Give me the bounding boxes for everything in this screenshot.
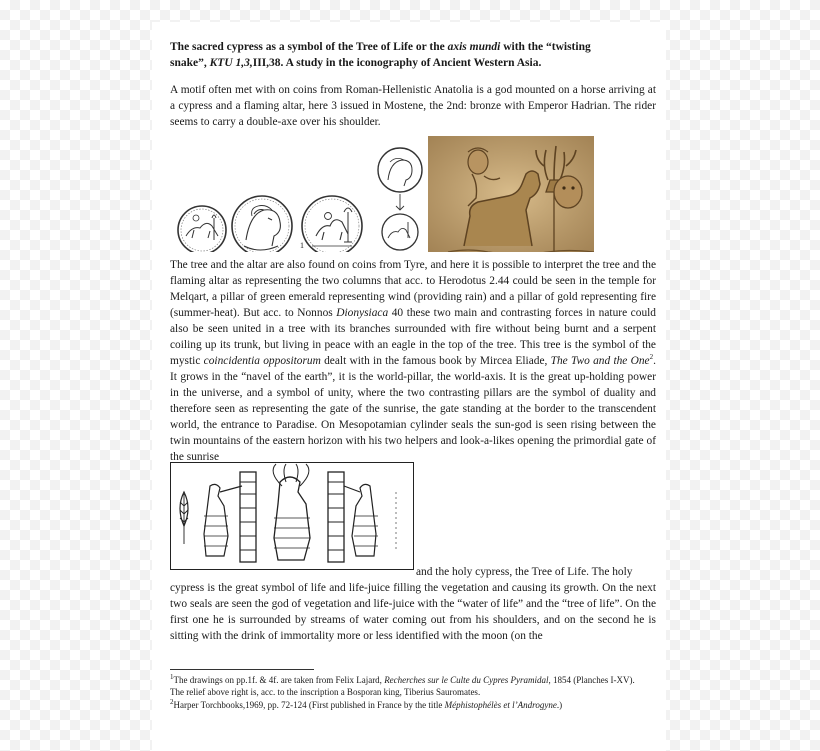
para2-text-b: 40 these two main and contrasting forces in nature could also be seen united in a tree with its branches surrounded with fire without being burnt and a serpent coiling up its trunk, but living in peace with an eagle in the top of the tree. This tree is the symbol of the mystic: [170, 307, 656, 367]
footnote-1-text-a: The drawings on pp.1f. & 4f. are taken from Felix Lajard,: [173, 675, 385, 685]
coin-4: [378, 148, 422, 210]
para2-italic-c: The Two and the One: [550, 355, 650, 367]
footnote-2-text-b: .): [556, 700, 563, 710]
coin-1: [178, 206, 226, 252]
footnote-1-number: 1: [170, 673, 174, 681]
document-page: [152, 22, 666, 751]
figure-label: 1: [300, 241, 304, 250]
para2-italic-b: coincidentia oppositorum: [203, 355, 321, 367]
title-italic-1: axis mundi: [447, 41, 501, 53]
footnote-2-text-a: Harper Torchbooks,1969, pp. 72-124 (First published in France by the title: [173, 700, 445, 710]
footnote-2-number: 2: [170, 698, 174, 706]
paragraph-main: [170, 257, 656, 465]
footnote-1: [170, 674, 650, 698]
page-title: [170, 39, 610, 71]
footnote-2: [170, 699, 650, 711]
coin-5: [382, 214, 418, 250]
paragraph-cypress: cypress is the great symbol of life and life-juice filling the vegetation and causing its growth. On the next two seals are seen the god of vegetation and life-juice with the “water of life” and the “tree of life”. On the first one he is surrounded by streams of water coming out from his shoulders, and on the second he is sitting with the drink of immortality more or less identified with the moon (on the: [170, 582, 656, 642]
title-text-1: The sacred cypress as a symbol of the Tree of Life or the: [170, 41, 448, 53]
paragraph-intro: A motif often met with on coins from Roman-Hellenistic Anatolia is a god mounted on a horse arriving at a cypress and a flaming altar, here 3 issued in Mostene, the 2nd: bronze with Emperor Hadrian. The rider seems to carry a double-axe over his shoulder.: [170, 84, 656, 128]
footnote-1-text-b: , 1854 (Planches I-XV). The relief above right is, acc. to the inscription a Bosporan king, Tiberius Sauromates.: [170, 675, 635, 697]
para2-text-c: dealt with in the famous book by Mircea Eliade,: [320, 355, 551, 367]
title-italic-2: KTU 1,3,: [209, 57, 253, 69]
para2-text-a: The tree and the altar are also found on coins from Tyre, and here it is possible to interpret the tree and the flaming altar as representing the two columns that acc. to Herodotus 2.44 could be seen in the temple for Melqart, a pillar of green emerald representing wind (providing rain) and a pillar of gold representing fire (summer-heat). But acc. to Nonnos: [170, 259, 656, 319]
paragraph-inline-text: and the holy cypress, the Tree of Life. The holy: [416, 566, 633, 578]
para2-text-d: . It grows in the “navel of the earth”, it is the world-pillar, the world-axis. It is the great up-holding power in the universe, and a symbol of unity, where the two contrasting pillars are the symbol of duality and therefore seen as representing the gate of the sunrise, the gate standing at the border to the transcendent world, the entrance to Paradise. On Mesopotamian cylinder seals the sun-god is seen rising between the twin mountains of the eastern horizon with his two helpers and look-a-likes opening the primordial gate of the sunrise: [170, 355, 656, 463]
footnote-1-italic: Recherches sur le Culte du Cypres Pyramidal: [384, 675, 549, 685]
coin-3: [302, 196, 362, 252]
footnote-2-italic: Méphistophélès et l’Androgyne: [444, 700, 557, 710]
para2-italic-a: Dionysiaca: [336, 307, 389, 319]
footnote-divider: [170, 669, 314, 670]
relief-photo-icon: [428, 136, 594, 252]
title-text-3: III,38. A study in the iconography of Ancient Western Asia.: [252, 57, 542, 69]
title-text-2: with the “twisting snake”,: [170, 41, 591, 69]
cylinder-seal-drawing-icon: [170, 462, 414, 570]
footnote-ref-2[interactable]: 2: [649, 353, 654, 362]
coin-2: [232, 196, 292, 252]
coin-drawing-icon: [172, 132, 428, 252]
